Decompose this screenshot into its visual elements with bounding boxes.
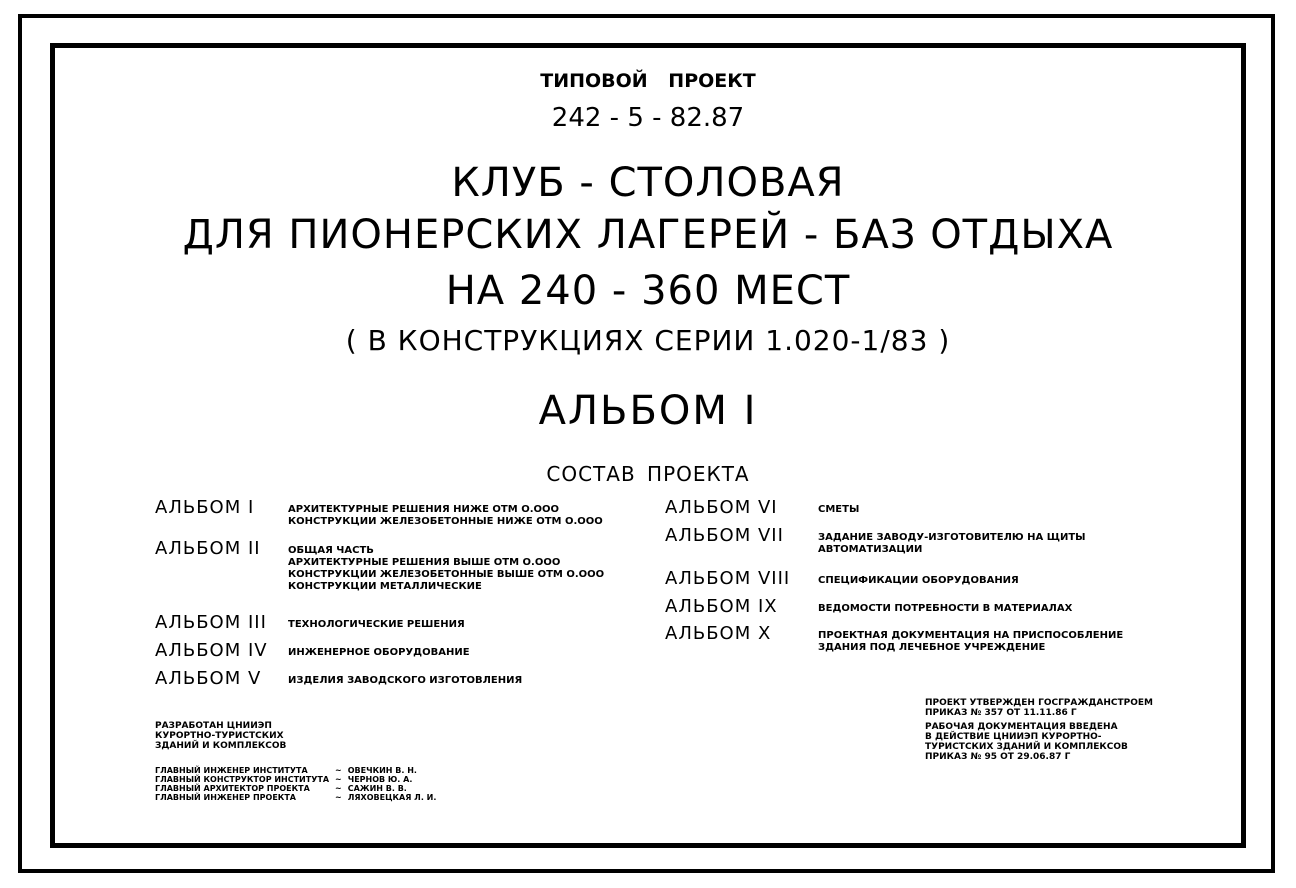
album-description: ИЗДЕЛИЯ ЗАВОДСКОГО ИЗГОТОВЛЕНИЯ: [288, 675, 523, 686]
album-name: АЛЬБОМ X: [665, 623, 772, 644]
album-name: АЛЬБОМ VIII: [665, 568, 791, 589]
signatories-table: [155, 766, 442, 802]
album-description: ВЕДОМОСТИ ПОТРЕБНОСТИ В МАТЕРИАЛАХ: [818, 603, 1073, 614]
composition-heading: СОСТАВ ПРОЕКТА: [546, 462, 750, 486]
title-line-1: КЛУБ - СТОЛОВАЯ: [451, 160, 845, 206]
document-type: ТИПОВОЙ ПРОЕКТ: [540, 70, 756, 92]
signatory-name: ОВЕЧКИН В. Н.: [347, 766, 417, 775]
album-name: АЛЬБОМ IV: [155, 640, 268, 661]
subtitle: ( В КОНСТРУКЦИЯХ СЕРИИ 1.020-1/83 ): [345, 324, 951, 357]
developer-block: РАЗРАБОТАН ЦНИИЭП КУРОРТНО-ТУРИСТСКИХ ЗДАНИЙ И КОМПЛЕКСОВ: [155, 721, 287, 751]
signatory-role: ГЛАВНЫЙ КОНСТРУКТОР ИНСТИТУТА: [155, 775, 330, 784]
project-number: 242 - 5 - 82.87: [551, 103, 745, 133]
signature-scribble: ~: [335, 765, 342, 775]
signatory-row: [155, 766, 442, 775]
album-name: АЛЬБОМ I: [155, 497, 255, 518]
signatory-role: ГЛАВНЫЙ ИНЖЕНЕР ИНСТИТУТА: [155, 766, 308, 775]
signatory-role: ГЛАВНЫЙ АРХИТЕКТОР ПРОЕКТА: [155, 784, 310, 793]
album-description: ПРОЕКТНАЯ ДОКУМЕНТАЦИЯ НА ПРИСПОСОБЛЕНИЕ ЗДАНИЯ ПОД ЛЕЧЕБНОЕ УЧРЕЖДЕНИЕ: [818, 630, 1124, 653]
signature-scribble: ~: [335, 792, 342, 802]
album-name: АЛЬБОМ II: [155, 538, 261, 559]
approval-block: ПРОЕКТ УТВЕРЖДЕН ГОСГРАЖДАНСТРОЕМ ПРИКАЗ № 357 ОТ 11.11.86 Г РАБОЧАЯ ДОКУМЕНТАЦИЯ ВВЕДЕНА В ДЕЙСТВИЕ ЦНИИЭП КУРОРТНО- ТУРИСТСКИХ ЗДАНИЙ И КОМПЛЕКСОВ ПРИКАЗ № 95 ОТ 29.06.87 Г: [925, 698, 1153, 762]
signatory-role: ГЛАВНЫЙ ИНЖЕНЕР ПРОЕКТА: [155, 793, 296, 802]
title-line-3: НА 240 - 360 МЕСТ: [445, 268, 851, 314]
signature-scribble: ~: [335, 774, 342, 784]
signatory-row: [155, 793, 442, 802]
album-description: АРХИТЕКТУРНЫЕ РЕШЕНИЯ НИЖЕ ОТМ О.ООО КОНСТРУКЦИИ ЖЕЛЕЗОБЕТОННЫЕ НИЖЕ ОТМ О.ООО: [288, 504, 603, 527]
album-description: ОБЩАЯ ЧАСТЬ АРХИТЕКТУРНЫЕ РЕШЕНИЯ ВЫШЕ ОТМ О.ООО КОНСТРУКЦИИ ЖЕЛЕЗОБЕТОННЫЕ ВЫШЕ ОТМ О.ООО КОНСТРУКЦИИ МЕТАЛЛИЧЕСКИЕ: [288, 545, 605, 592]
signatory-row: [155, 784, 442, 793]
title-line-2: ДЛЯ ПИОНЕРСКИХ ЛАГЕРЕЙ - БАЗ ОТДЫХА: [182, 212, 1114, 258]
signatory-name: ЛЯХОВЕЦКАЯ Л. И.: [347, 793, 437, 802]
album-description: ИНЖЕНЕРНОЕ ОБОРУДОВАНИЕ: [288, 647, 470, 658]
album-description: СМЕТЫ: [818, 504, 860, 515]
signatory-row: [155, 775, 442, 784]
album-description: ЗАДАНИЕ ЗАВОДУ-ИЗГОТОВИТЕЛЮ НА ЩИТЫ АВТОМАТИЗАЦИИ: [818, 532, 1086, 555]
album-name: АЛЬБОМ III: [155, 612, 267, 633]
album-name: АЛЬБОМ IX: [665, 596, 778, 617]
album-name: АЛЬБОМ V: [155, 668, 262, 689]
album-description: ТЕХНОЛОГИЧЕСКИЕ РЕШЕНИЯ: [288, 619, 465, 630]
album-name: АЛЬБОМ VI: [665, 497, 778, 518]
album-description: СПЕЦИФИКАЦИИ ОБОРУДОВАНИЯ: [818, 575, 1019, 586]
signatory-name: САЖИН В. В.: [347, 784, 407, 793]
signature-scribble: ~: [335, 783, 342, 793]
album-name: АЛЬБОМ VII: [665, 525, 784, 546]
signatory-name: ЧЕРНОВ Ю. А.: [347, 775, 413, 784]
album-label: АЛЬБОМ I: [538, 388, 758, 434]
